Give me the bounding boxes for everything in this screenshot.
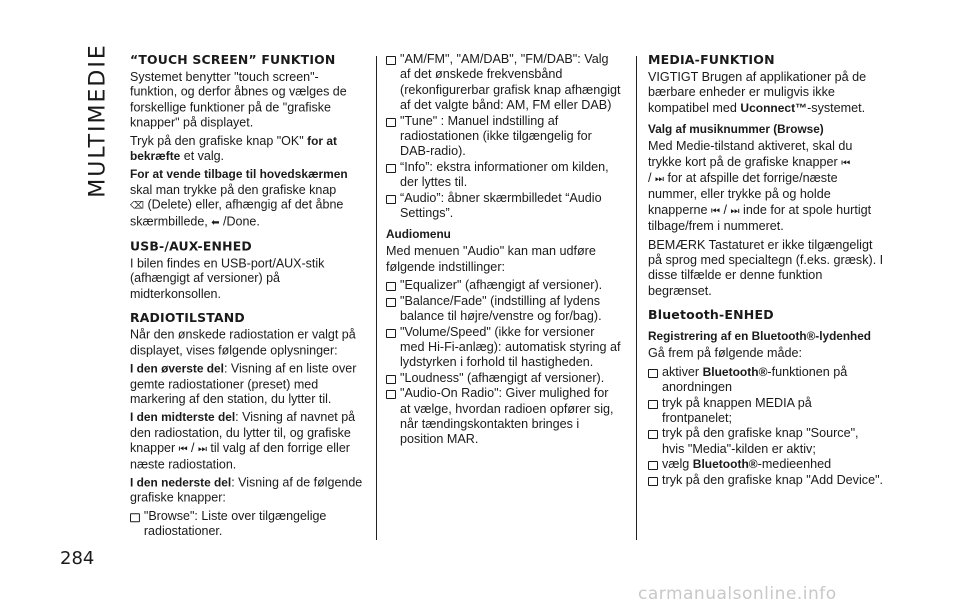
paragraph-ok: Tryk på den grafiske knap "OK" for at bekræfte et valg. bbox=[130, 133, 337, 164]
list-item-step-4: vælg Bluetooth®-medieenhed bbox=[648, 457, 884, 472]
section-tab-label: MULTIMEDIE bbox=[85, 42, 111, 198]
heading-registration: Registrering af en Bluetooth®-lydenhed bbox=[648, 329, 872, 344]
heading-radio: RADIOTILSTAND bbox=[130, 310, 245, 326]
column-divider bbox=[636, 56, 637, 540]
heading-track-select: Valg af musiknummer (Browse) bbox=[648, 122, 824, 137]
list-item-equalizer: "Equalizer" (afhængigt af versioner). bbox=[386, 278, 622, 293]
list-item-loudness: "Loudness" (afhængigt af versioner). bbox=[386, 371, 622, 386]
column-3 bbox=[648, 52, 884, 488]
paragraph-radio: Når den ønskede radiostation er valgt på displayet, vises følgende oplysninger: bbox=[130, 328, 356, 358]
paragraph-back: For at vende tilbage til hovedskærmen skal man trykke på den grafiske knap ⌫ (Delete) eller, afhængig af det åbne skærmbillede, ⬅ /Done. bbox=[130, 167, 348, 229]
list-item-step-1: aktiver Bluetooth®-funktionen på anordningen bbox=[648, 365, 884, 396]
paragraph-top-part: I den øverste del: Visning af en liste over gemte radiostationer (preset) med markering af den station, du lytter til. bbox=[130, 361, 357, 407]
list-item-browse: "Browse": Liste over tilgængelige radiostationer. bbox=[130, 509, 364, 540]
column-divider bbox=[376, 56, 377, 540]
list-item-audio-on: "Audio-On Radio": Giver mulighed for at vælge, hvordan radioen opfører sig, når tændingskontakten bringes i position MAR. bbox=[386, 386, 622, 448]
heading-usb: USB-/AUX-ENHED bbox=[130, 238, 252, 254]
paragraph-track-select: Med Medie-tilstand aktiveret, skal du trykke kort på de grafiske knapper ⏮ / ⏭ for at afspille det forrige/næste nummer, eller trykke på og holde knapperne ⏮ / ⏭ inde for at spole hurtigt tilbage/frem i nummeret. bbox=[648, 139, 872, 234]
next-icon: ⏭ bbox=[730, 205, 740, 217]
previous-icon: ⏮ bbox=[841, 157, 851, 169]
paragraph-audiomenu: Med menuen "Audio" kan man udføre følgende indstillinger: bbox=[386, 244, 596, 274]
paragraph-usb: I bilen findes en USB-port/AUX-stik (afhængigt af versioner) på midterkonsollen. bbox=[130, 256, 325, 301]
list-item-balance: "Balance/Fade" (indstilling af lydens balance til højre/venstre og for/bag). bbox=[386, 294, 622, 325]
back-arrow-icon: ⬅ bbox=[211, 217, 220, 229]
heading-touch-screen: “TOUCH SCREEN” FUNKTION bbox=[130, 52, 336, 67]
next-icon: ⏭ bbox=[655, 174, 664, 186]
paragraph-registration: Gå frem på følgende måde: bbox=[648, 346, 803, 361]
paragraph-important: VIGTIGT Brugen af applikationer på de bærbare enheder er muligvis ikke kompatibel med Uconnect™-systemet. bbox=[648, 70, 867, 115]
section-tab bbox=[84, 42, 112, 198]
page-number: 284 bbox=[60, 548, 95, 569]
list-item-tune: "Tune" : Manuel indstilling af radiostationen (ikke tilgængelig for DAB-radio). bbox=[386, 114, 622, 160]
watermark: carmanualsonline.info bbox=[638, 584, 837, 604]
paragraph-note: BEMÆRK Tastaturet er ikke tilgængeligt på sprog med specialtegn (f.eks. græsk). I disse tilfælde er denne funktion begrænset. bbox=[648, 237, 884, 298]
list-item-amfm: "AM/FM", "AM/DAB", "FM/DAB": Valg af det ønskede frekvensbånd (rekonfigurerbar grafisk knap afhængigt af det valgte bånd: AM, FM eller DAB) bbox=[386, 52, 622, 114]
paragraph-middle-part: I den midterste del: Visning af navnet på den radiostation, du lytter til, og grafiske knapper ⏮ / ⏭ til valg af den forrige eller næste radiostation. bbox=[130, 410, 356, 472]
list-item-audio: “Audio”: åbner skærmbilledet “Audio Settings”. bbox=[386, 191, 622, 222]
paragraph-bottom-part: I den nederste del: Visning af de følgende grafiske knapper: bbox=[130, 475, 363, 505]
heading-media: MEDIA-FUNKTION bbox=[648, 52, 775, 67]
column-1 bbox=[130, 52, 364, 540]
list-item-step-3: tryk på den grafiske knap "Source", hvis "Media"-kilden er aktiv; bbox=[648, 426, 884, 457]
previous-icon: ⏮ bbox=[711, 205, 721, 217]
list-item-volume: "Volume/Speed" (ikke for versioner med Hi-Fi-anlæg): automatisk styring af lydstyrken i forhold til hastigheden. bbox=[386, 325, 622, 371]
previous-icon: ⏮ bbox=[178, 443, 188, 455]
delete-icon: ⌫ bbox=[130, 201, 145, 212]
heading-bluetooth: Bluetooth-ENHED bbox=[648, 307, 774, 323]
paragraph-touch: Systemet benytter "touch screen"-funktion, og derfor åbnes og vælges de forskellige funktioner på de "grafiske knapper" på displayet. bbox=[130, 69, 347, 130]
next-icon: ⏭ bbox=[197, 443, 207, 455]
list-item-step-2: tryk på knappen MEDIA på frontpanelet; bbox=[648, 396, 884, 427]
heading-audiomenu: Audiomenu bbox=[386, 227, 451, 242]
list-item-info: “Info”: ekstra informationer om kilden, der lyttes til. bbox=[386, 160, 622, 191]
column-2 bbox=[386, 52, 622, 448]
list-item-step-5: tryk på den grafiske knap "Add Device". bbox=[648, 473, 884, 488]
